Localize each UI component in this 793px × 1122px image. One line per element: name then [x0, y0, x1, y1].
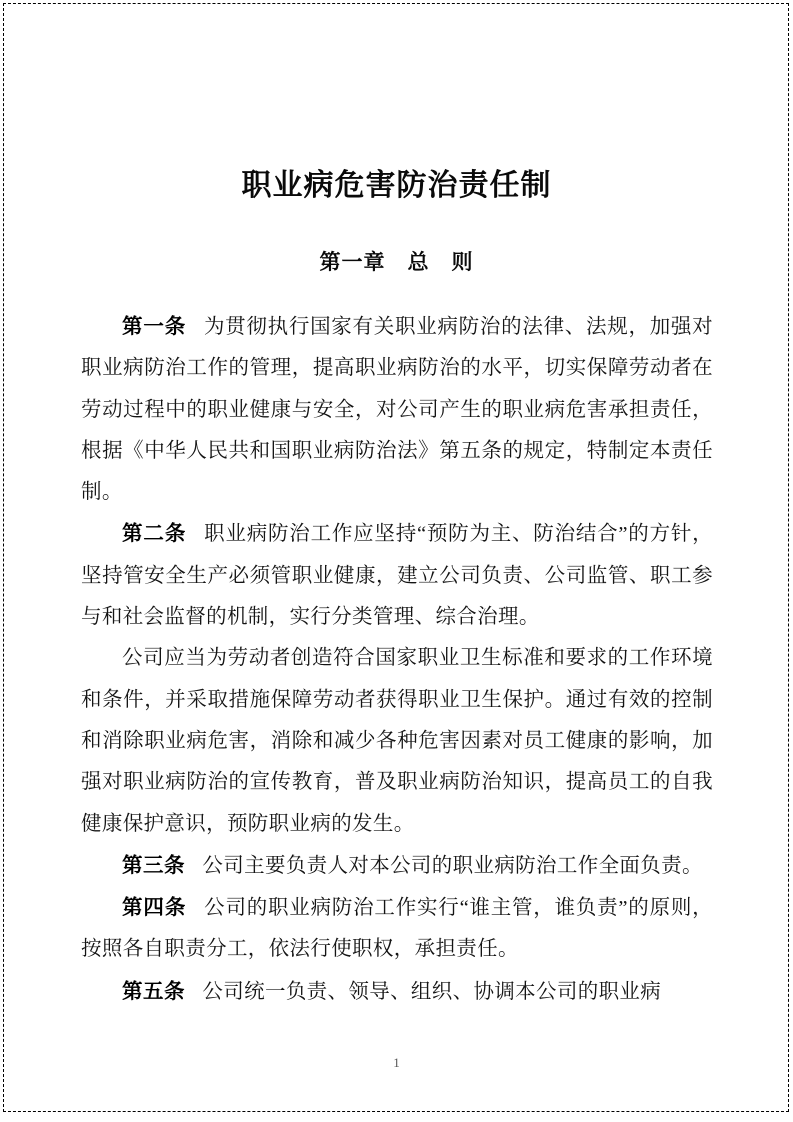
body-paragraph	[81, 638, 713, 844]
body-paragraph	[81, 971, 713, 1013]
article-label: 第三条	[122, 853, 185, 877]
body-paragraph	[81, 513, 713, 638]
paragraph-text: 为贯彻执行国家有关职业病防治的法律、法规，加强对职业病防治工作的管理，提高职业病防治的水平，切实保障劳动者在劳动过程中的职业健康与安全，对公司产生的职业病危害承担责任，根据《中华人民共和国职业病防治法》第五条的规定，特制定本责任制。	[81, 316, 714, 504]
page-number: 1	[393, 1055, 400, 1070]
paragraph-text: 公司主要负责人对本公司的职业病防治工作全面负责。	[202, 854, 703, 877]
paragraph-text: 职业病防治工作应坚持“预防为主、防治结合”的方针，坚持管安全生产必须管职业健康，建立公司负责、公司监管、职工参与和社会监督的机制，实行分类管理、综合治理。	[81, 523, 714, 629]
article-label: 第一条	[122, 315, 187, 338]
document-body	[81, 306, 713, 1013]
body-paragraph	[81, 306, 713, 513]
article-label: 第二条	[122, 522, 187, 546]
article-label: 第五条	[122, 979, 185, 1003]
body-paragraph	[81, 845, 713, 887]
chapter-heading: 第一章 总 则	[319, 251, 474, 275]
body-paragraph	[81, 887, 713, 971]
paragraph-text: 公司应当为劳动者创造符合国家职业卫生标准和要求的工作环境和条件，并采取措施保障劳动者获得职业卫生保护。通过有效的控制和消除职业病危害，消除和减少各种危害因素对员工健康的影响，加强对职业病防治的宣传教育，普及职业病防治知识，提高员工的自我健康保护意识，预防职业病的发生。	[81, 647, 713, 835]
paragraph-text: 公司的职业病防治工作实行“谁主管，谁负责”的原则，按照各自职责分工，依法行使职权，承担责任。	[81, 897, 714, 961]
paragraph-text: 公司统一负责、领导、组织、协调本公司的职业病	[202, 980, 662, 1003]
page-title: 职业病危害防治责任制	[241, 169, 552, 203]
article-label: 第四条	[122, 896, 187, 920]
